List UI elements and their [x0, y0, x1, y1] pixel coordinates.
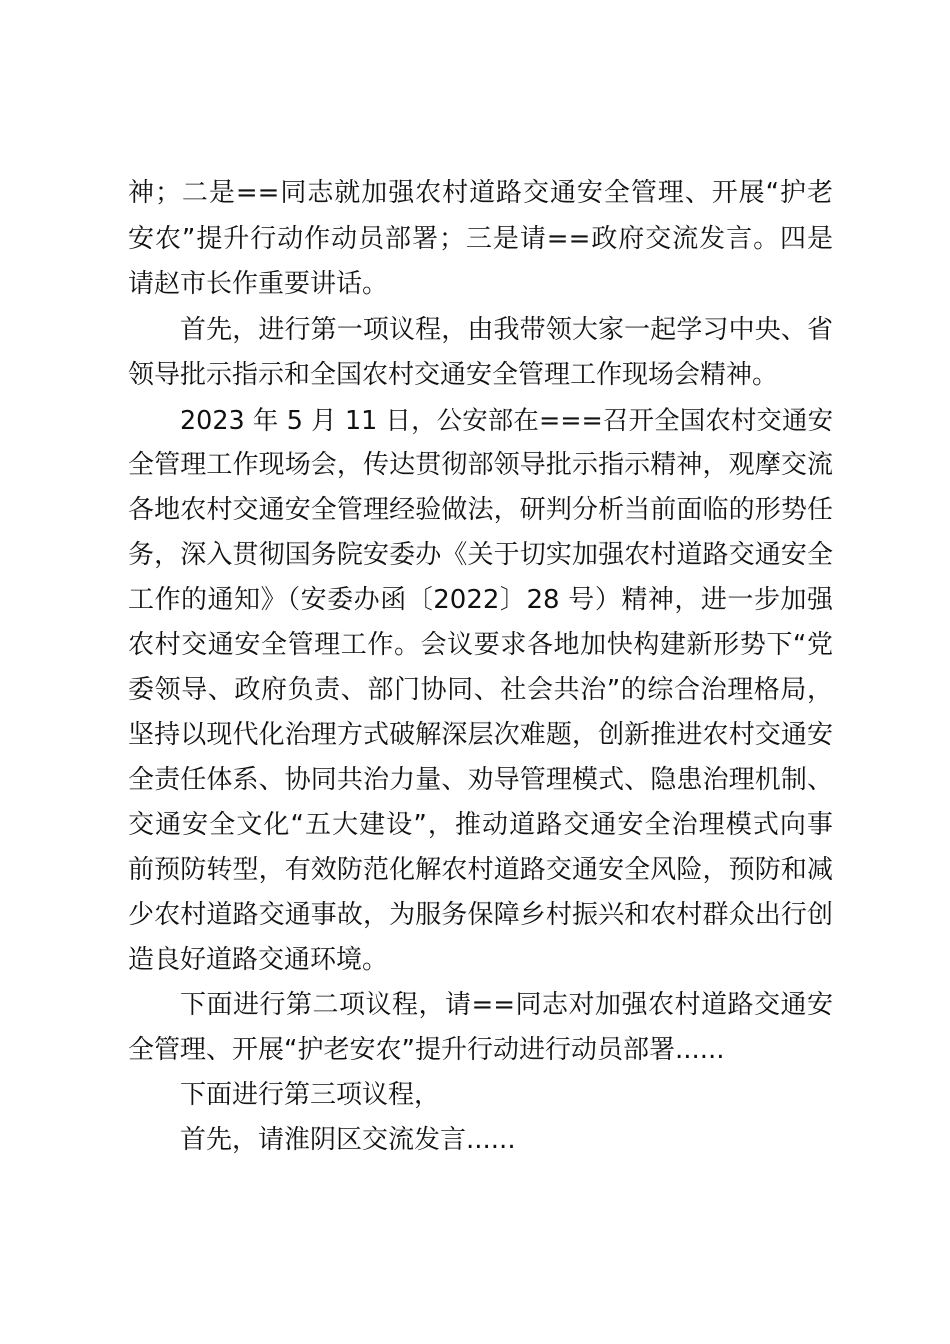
- text-line: 请赵市长作重要讲话。: [128, 269, 389, 299]
- text-line: 全责任体系、协同共治力量、劝导管理模式、隐患治理机制、: [128, 765, 833, 795]
- text-line: 少农村道路交通事故，为服务保障乡村振兴和农村群众出行创: [128, 900, 833, 930]
- text-line: 首先，请淮阴区交流发言......: [180, 1125, 516, 1155]
- text-line: 神；二是==同志就加强农村道路交通安全管理、开展“护老: [128, 178, 833, 208]
- text-line: 交通安全文化“五大建设”，推动道路交通安全治理模式向事: [128, 810, 833, 840]
- text-line: 坚持以现代化治理方式破解深层次难题，创新推进农村交通安: [128, 720, 833, 750]
- text-line: 委领导、政府负责、部门协同、社会共治”的综合治理格局，: [128, 675, 833, 705]
- text-line: 工作的通知》（安委办函〔2022〕28 号）精神，进一步加强: [128, 585, 833, 615]
- text-line: 下面进行第三项议程，: [180, 1080, 441, 1110]
- text-line: 首先，进行第一项议程，由我带领大家一起学习中央、省: [180, 315, 833, 345]
- text-line: 前预防转型，有效防范化解农村道路交通安全风险，预防和减: [128, 855, 833, 885]
- text-line: 务，深入贯彻国务院安委办《关于切实加强农村道路交通安全: [128, 540, 833, 570]
- text-line: 全管理工作现场会，传达贯彻部领导批示指示精神，观摩交流: [128, 450, 833, 480]
- text-line: 各地农村交通安全管理经验做法，研判分析当前面临的形势任: [128, 495, 833, 525]
- text-line: 领导批示指示和全国农村交通安全管理工作现场会精神。: [128, 360, 779, 390]
- text-line: 2023 年 5 月 11 日，公安部在===召开全国农村交通安: [180, 405, 833, 435]
- text-line: 农村交通安全管理工作。会议要求各地加快构建新形势下“党: [128, 630, 833, 660]
- text-line: 安农”提升行动作动员部署；三是请==政府交流发言。四是: [128, 224, 833, 254]
- text-line: 下面进行第二项议程，请==同志对加强农村道路交通安: [180, 990, 833, 1020]
- text-line: 造良好道路交通环境。: [128, 945, 389, 975]
- text-line: 全管理、开展“护老安农”提升行动进行动员部署......: [128, 1035, 725, 1065]
